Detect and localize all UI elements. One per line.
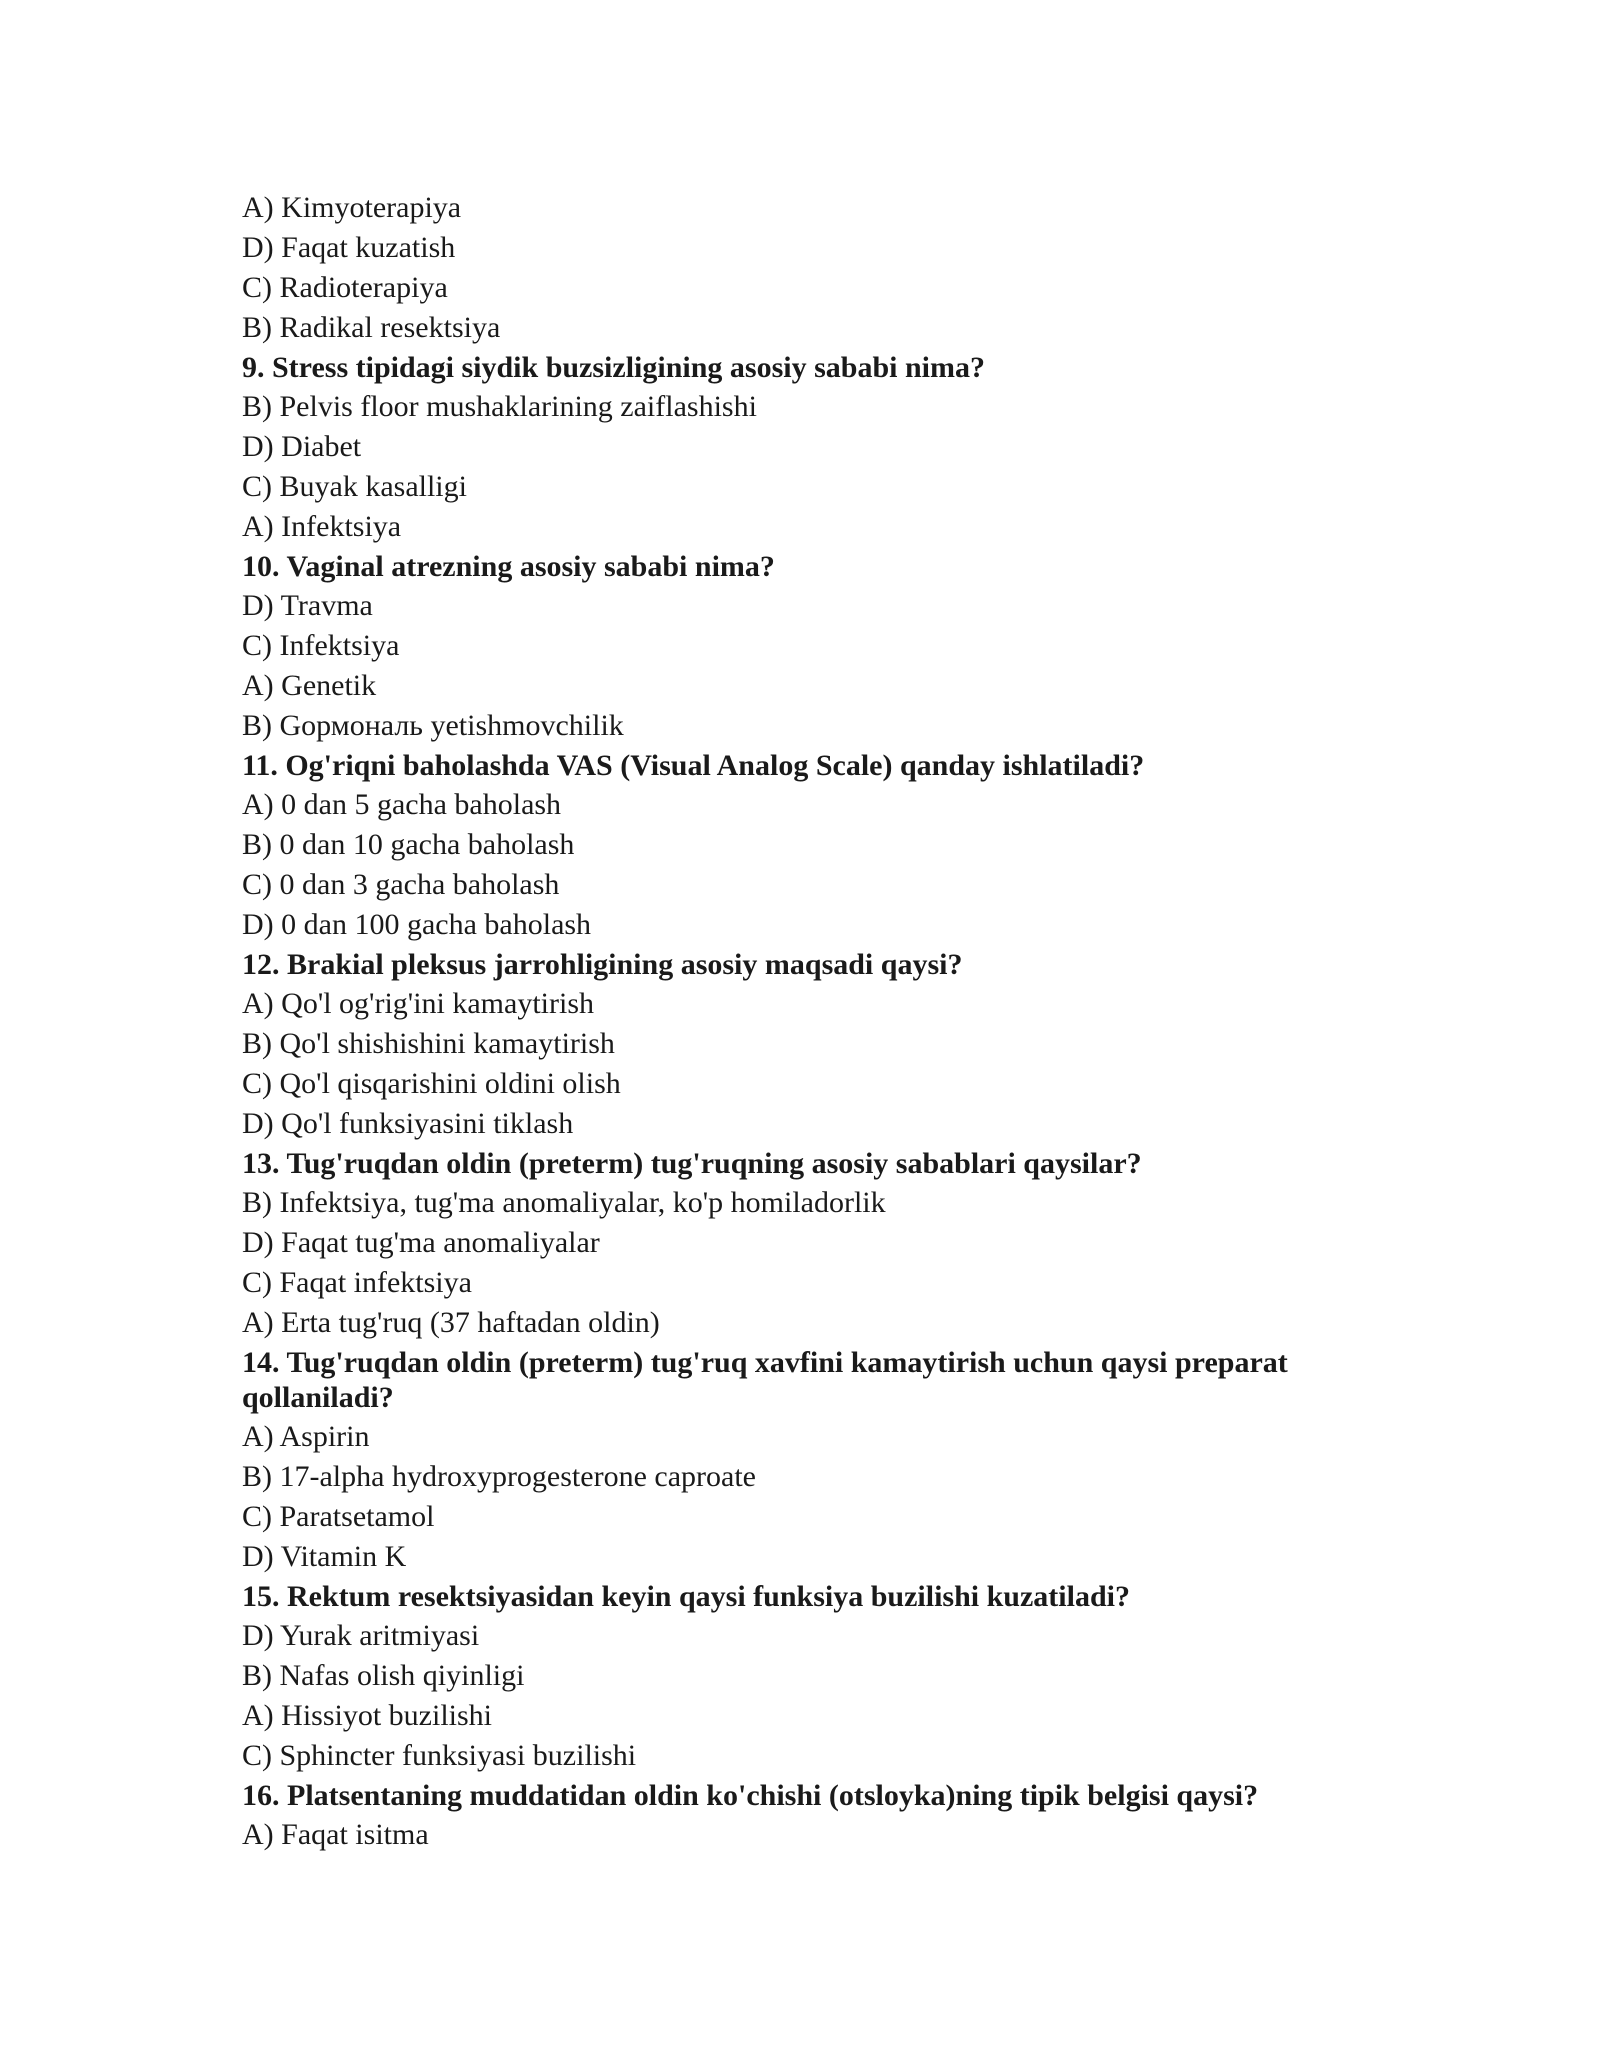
- question-text: 10. Vaginal atrezning asosiy sababi nima?: [242, 550, 775, 583]
- question-text: 11. Og'riqni baholashda VAS (Visual Analog Scale) qanday ishlatiladi?: [242, 749, 1145, 782]
- answer-option: A) Aspirin: [242, 1420, 370, 1453]
- answer-option: C) Sphincter funksiyasi buzilishi: [242, 1739, 637, 1772]
- answer-option: A) Faqat isitma: [242, 1818, 429, 1851]
- question-text: 13. Tug'ruqdan oldin (preterm) tug'ruqning asosiy sabablari qaysilar?: [242, 1147, 1142, 1180]
- answer-option: B) Nafas olish qiyinligi: [242, 1659, 525, 1692]
- answer-option: A) Erta tug'ruq (37 haftadan oldin): [242, 1306, 660, 1339]
- answer-option: D) Yurak aritmiyasi: [242, 1619, 480, 1652]
- answer-option: D) Faqat tug'ma anomaliyalar: [242, 1226, 600, 1259]
- answer-option: A) Qo'l og'rig'ini kamaytirish: [242, 987, 595, 1020]
- document-body: [242, 188, 1372, 1855]
- answer-option: A) Genetik: [242, 669, 377, 702]
- answer-option: A) 0 dan 5 gacha baholash: [242, 788, 562, 821]
- answer-option: B) 17-alpha hydroxyprogesterone caproate: [242, 1460, 756, 1493]
- answer-option: B) 0 dan 10 gacha baholash: [242, 828, 575, 861]
- answer-option: A) Infektsiya: [242, 510, 402, 543]
- answer-option: C) Qo'l qisqarishini oldini olish: [242, 1067, 621, 1100]
- answer-option: B) Infektsiya, tug'ma anomaliyalar, ko'p homiladorlik: [242, 1186, 886, 1219]
- answer-option: C) Buyak kasalligi: [242, 470, 467, 503]
- answer-option: C) Radioterapiya: [242, 271, 448, 304]
- answer-option: B) Gормональ yetishmovchilik: [242, 709, 624, 742]
- answer-option: C) 0 dan 3 gacha baholash: [242, 868, 560, 901]
- question-text: 15. Rektum resektsiyasidan keyin qaysi funksiya buzilishi kuzatiladi?: [242, 1580, 1130, 1613]
- question-text: 14. Tug'ruqdan oldin (preterm) tug'ruq xavfini kamaytirish uchun qaysi preparat qollaniladi?: [242, 1346, 1288, 1414]
- answer-option: C) Faqat infektsiya: [242, 1266, 472, 1299]
- question-text: 12. Brakial pleksus jarrohligining asosiy maqsadi qaysi?: [242, 948, 963, 981]
- answer-option: D) Diabet: [242, 430, 362, 463]
- answer-option: B) Pelvis floor mushaklarining zaiflashishi: [242, 390, 757, 423]
- answer-option: B) Radikal resektsiya: [242, 311, 501, 344]
- answer-option: D) Travma: [242, 589, 373, 622]
- answer-option: C) Paratsetamol: [242, 1500, 435, 1533]
- question-text: 16. Platsentaning muddatidan oldin ko'chishi (otsloyka)ning tipik belgisi qaysi?: [242, 1779, 1259, 1812]
- answer-option: A) Hissiyot buzilishi: [242, 1699, 493, 1732]
- answer-option: A) Kimyoterapiya: [242, 191, 462, 224]
- answer-option: D) Faqat kuzatish: [242, 231, 456, 264]
- answer-option: D) Qo'l funksiyasini tiklash: [242, 1107, 574, 1140]
- answer-option: C) Infektsiya: [242, 629, 400, 662]
- answer-option: D) 0 dan 100 gacha baholash: [242, 908, 592, 941]
- answer-option: D) Vitamin K: [242, 1540, 407, 1573]
- answer-option: B) Qo'l shishishini kamaytirish: [242, 1027, 615, 1060]
- question-text: 9. Stress tipidagi siydik buzsizligining asosiy sababi nima?: [242, 351, 985, 384]
